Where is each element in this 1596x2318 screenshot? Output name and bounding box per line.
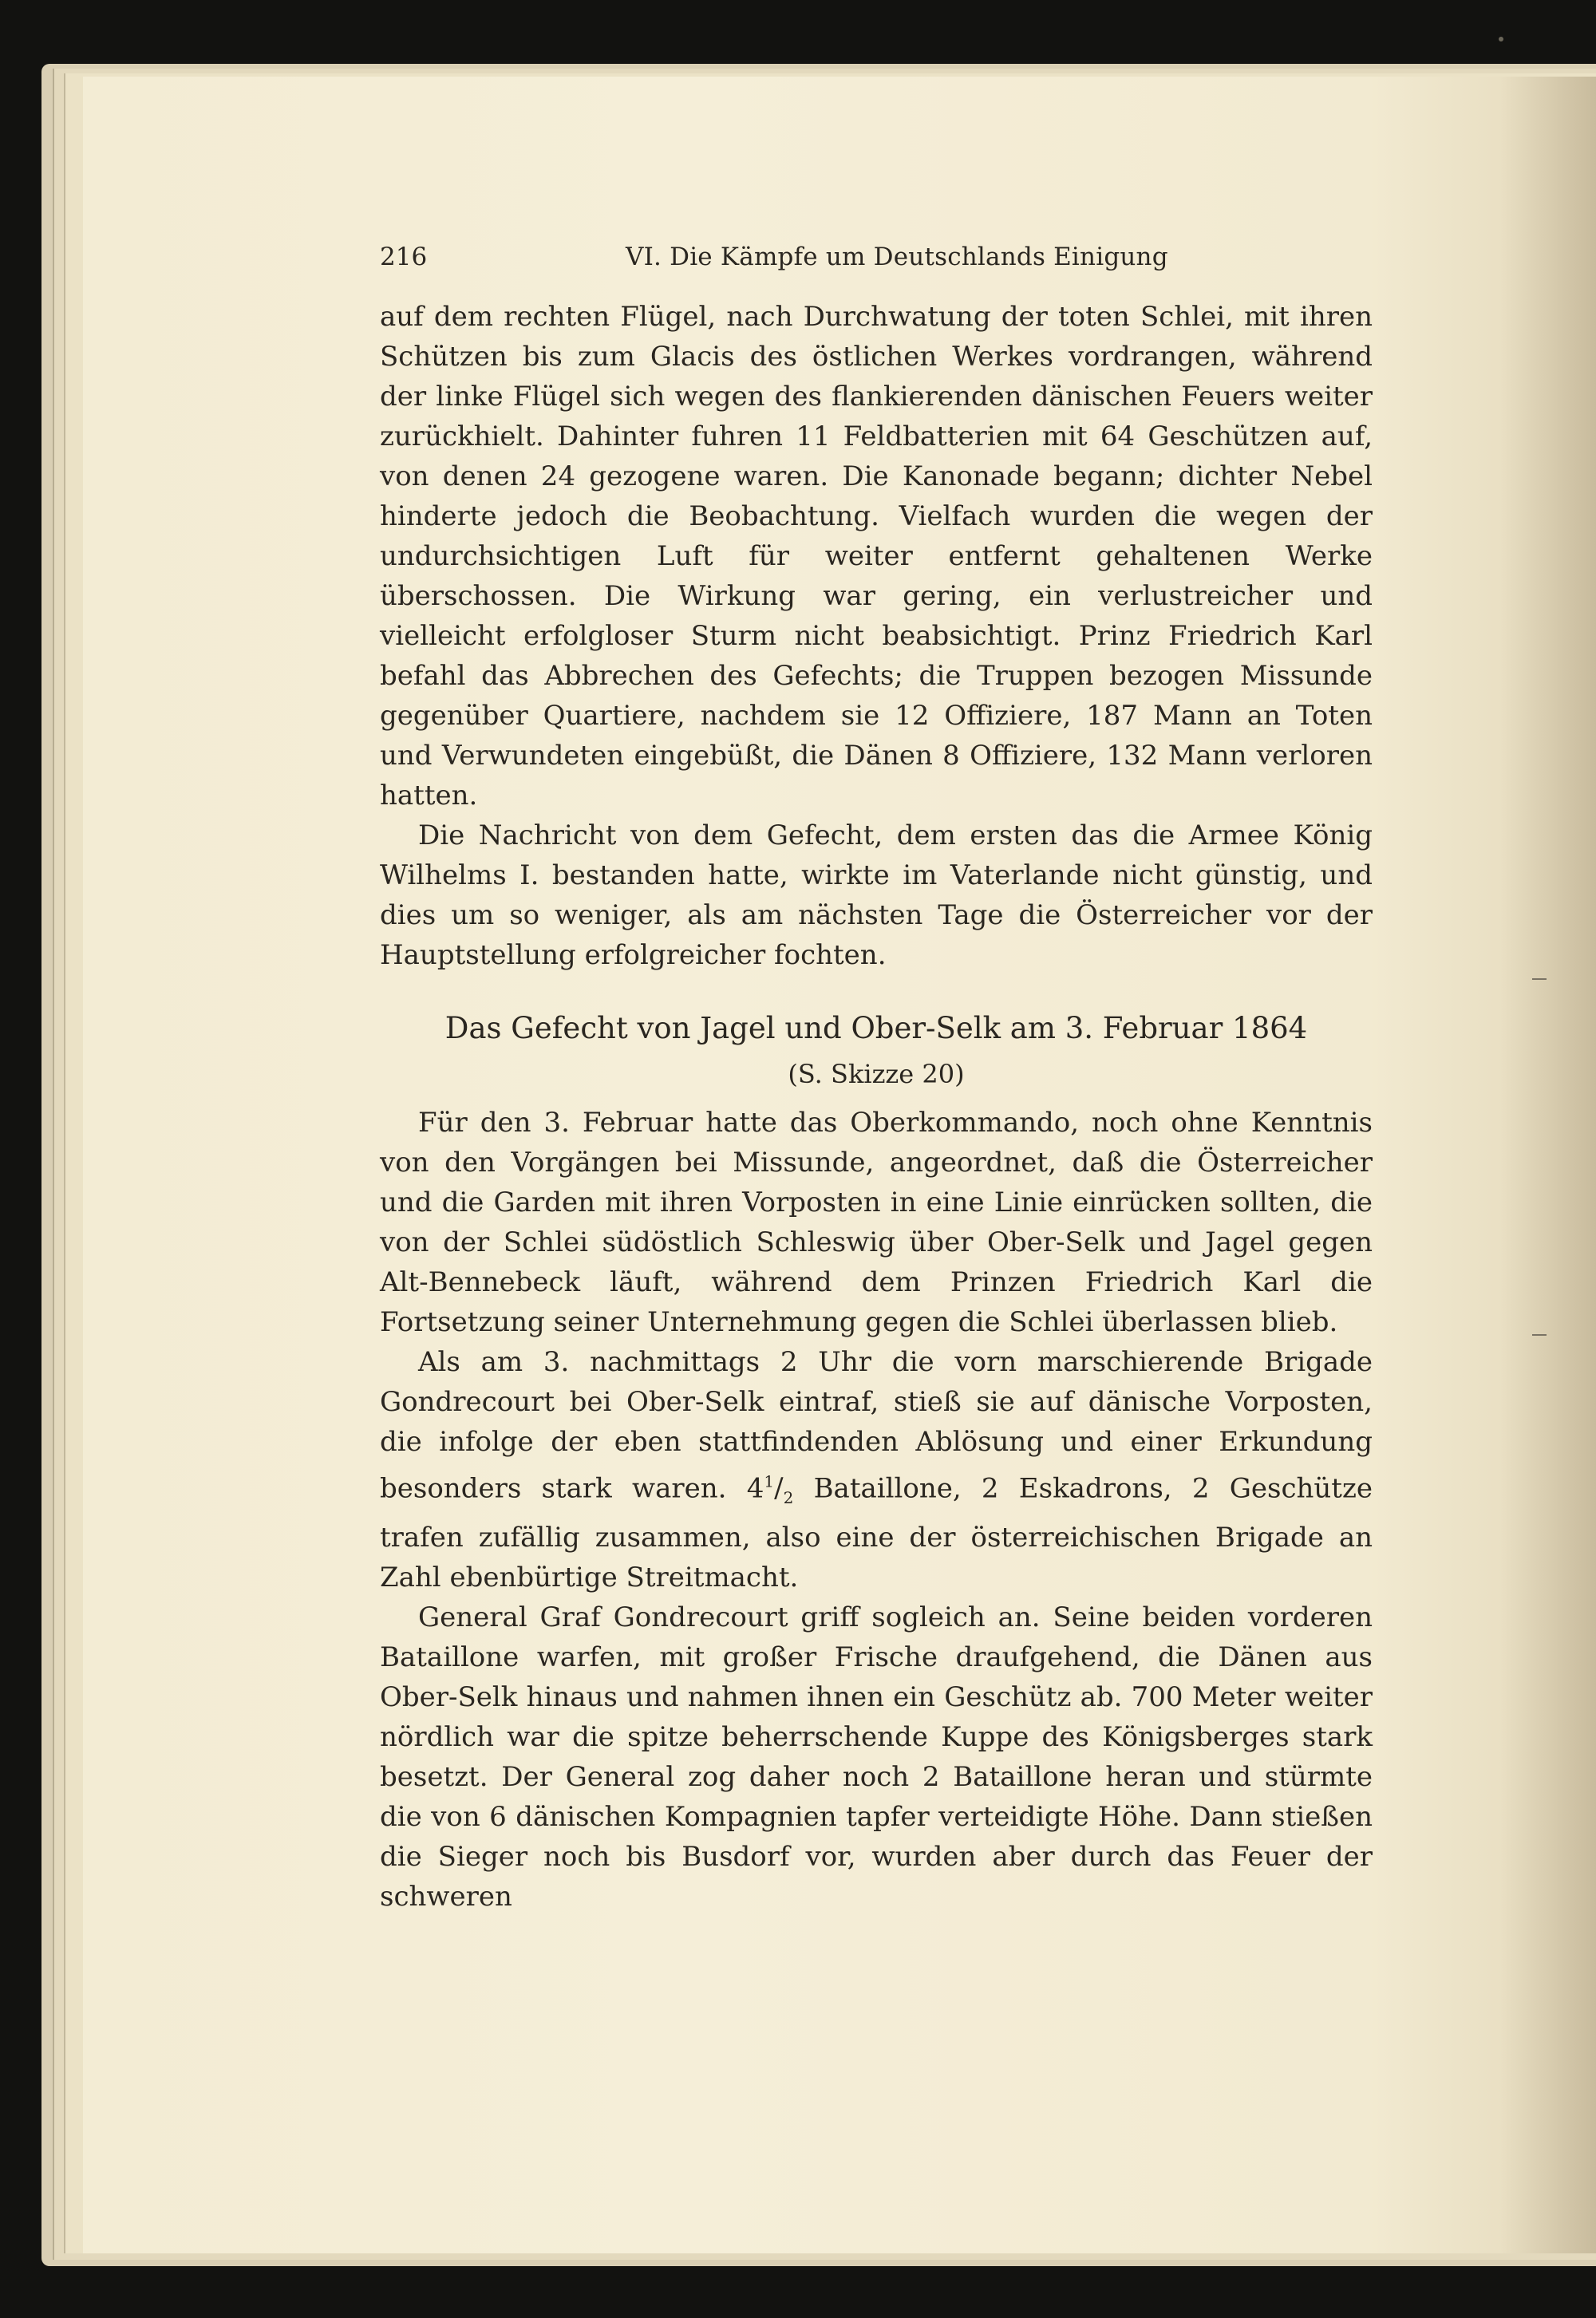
- fraction-numerator: 1: [764, 1472, 775, 1491]
- section-subheading: (S. Skizze 20): [788, 1059, 965, 1089]
- fraction-denominator: 2: [783, 1488, 794, 1508]
- fraction-slash: /: [774, 1472, 784, 1505]
- section-heading: Das Gefecht von Jagel und Ober-Selk am 3. Februar 1864: [444, 1011, 1308, 1045]
- fraction: [764, 1472, 794, 1508]
- gutter-shadow: [1500, 77, 1596, 2253]
- paragraph: Für den 3. Februar hatte das Oberkommando, noch ohne Kenntnis von den Vorgängen bei Missunde, angeordnet, daß die Österreicher und die Garden mit ihren Vorposten in eine Linie einrücken sollten, die von der Schlei südöstlich Schleswig über Ober-Selk und Jagel gegen Alt-Bennebeck läuft, während dem Prinzen Friedrich Karl die Fortsetzung seiner Unternehmung gegen die Schlei überlassen blieb.: [380, 1107, 1373, 1338]
- paragraph-text: Bataillone, 2 Eskadrons, 2 Geschütze trafen zufällig zusammen, also eine der österreichischen Brigade an Zahl ebenbürtige Streitmacht.: [380, 1472, 1373, 1594]
- page-number: 216: [380, 243, 428, 271]
- paragraph-text: Als am 3. nachmittags 2 Uhr die vorn marschierende Brigade Gondrecourt bei Ober-Selk eintraf, stieß sie auf dänische Vorposten, die infolge der eben stattfindenden Ablösung und einer Erkundung besonders stark waren. 4: [380, 1346, 1373, 1505]
- margin-tick: [1532, 978, 1547, 980]
- paragraph: Die Nachricht von dem Gefecht, dem ersten das die Armee König Wilhelms I. bestanden hatte, wirkte im Vaterlande nicht günstig, und dies um so weniger, als am nächsten Tage die Österreicher vor der Hauptstellung erfolgreicher fochten.: [380, 819, 1373, 971]
- running-head: [380, 239, 1373, 274]
- running-head-title: VI. Die Kämpfe um Deutschlands Einigung: [626, 243, 1168, 271]
- text-block: [380, 239, 1373, 1917]
- paragraph: General Graf Gondrecourt griff sogleich an. Seine beiden vorderen Bataillone warfen, mit großer Frische draufgehend, die Dänen aus Ober-Selk hinaus und nahmen ihnen ein Geschütz ab. 700 Meter weiter nördlich war die spitze beherrschende Kuppe des Königsberges stark besetzt. Der General zog daher noch 2 Bataillone heran und stürmte die von 6 dänischen Kompagnien tapfer verteidigte Höhe. Dann stießen die Sieger noch bis Busdorf vor, wurden aber durch das Feuer der schweren: [380, 1601, 1373, 1913]
- margin-tick: [1532, 1334, 1547, 1336]
- paragraph: [380, 1342, 1373, 1597]
- paragraph: auf dem rechten Flügel, nach Durchwatung der toten Schlei, mit ihren Schützen bis zum Glacis des östlichen Werkes vordrangen, während der linke Flügel sich wegen des flankierenden dänischen Feuers weiter zurückhielt. Dahinter fuhren 11 Feldbatterien mit 64 Geschützen auf, von denen 24 gezogene waren. Die Kanonade begann; dichter Nebel hinderte jedoch die Beobachtung. Vielfach wurden die wegen der undurchsichtigen Luft für weiter entfernt gehaltenen Werke überschossen. Die Wirkung war gering, ein verlustreicher und vielleicht erfolgloser Sturm nicht beabsichtigt. Prinz Friedrich Karl befahl das Abbrechen des Gefechts; die Truppen bezogen Missunde gegenüber Quartiere, nachdem sie 12 Offiziere, 187 Mann an Toten und Verwundeten eingebüßt, die Dänen 8 Offiziere, 132 Mann verloren hatten.: [380, 301, 1373, 811]
- scan-dot: [1499, 37, 1503, 41]
